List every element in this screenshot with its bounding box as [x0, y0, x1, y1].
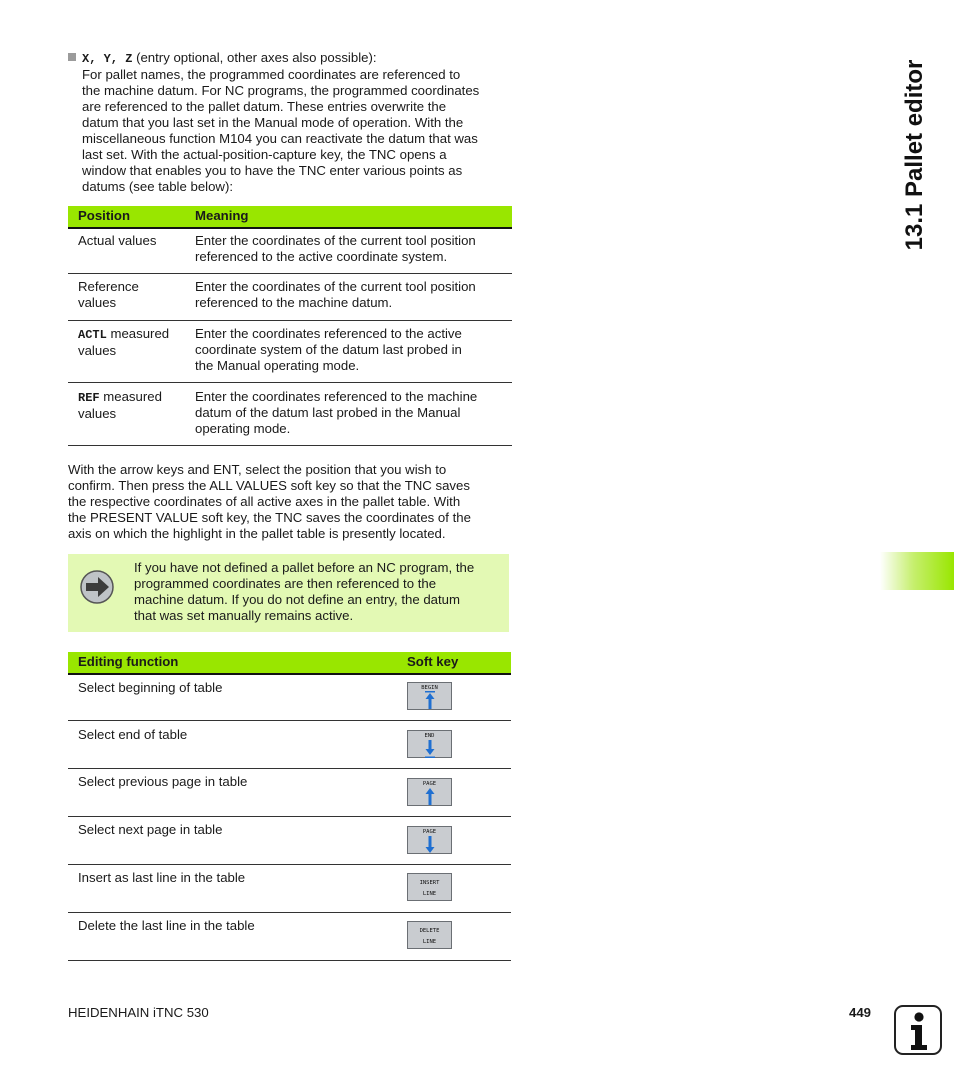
intro-heading-line [82, 50, 522, 67]
arrow-down-icon [425, 739, 435, 758]
function-label: Select next page in table [78, 822, 223, 837]
intro-line: the machine datum. For NC programs, the programmed coordinates [82, 83, 480, 98]
softkey-label: PAGE [422, 829, 437, 835]
softkey-delete-line[interactable] [407, 921, 452, 949]
section-title-vertical [895, 50, 935, 260]
softkey-label: INSERT [419, 880, 440, 886]
bullet-marker [68, 53, 76, 61]
intro-paragraph [82, 50, 522, 195]
note-line: programmed coordinates are then referenced to the [134, 576, 437, 591]
meaning-line: Enter the coordinates of the current tool position [195, 233, 476, 248]
axes-label: X, Y, Z [82, 52, 133, 66]
body-line: confirm. Then press the ALL VALUES soft key so that the TNC saves [68, 478, 470, 493]
position-cell [78, 389, 162, 422]
meaning-cell [195, 389, 477, 437]
meaning-line: datum of the datum last probed in the Manual [195, 405, 461, 420]
table-row [68, 383, 512, 446]
function-label: Select beginning of table [78, 680, 223, 695]
position-text: values [78, 343, 117, 358]
intro-line: are referenced to the pallet datum. These entries overwrite the [82, 99, 447, 114]
softkey-page-up[interactable] [407, 778, 452, 806]
position-table-header [68, 206, 512, 229]
position-suffix: measured [99, 389, 162, 404]
meaning-line: Enter the coordinates referenced to the active [195, 326, 462, 341]
chapter-tab [880, 552, 954, 590]
meaning-line: referenced to the machine datum. [195, 295, 393, 310]
softkey-label-line2: LINE [422, 939, 437, 945]
softkey-label: END [424, 733, 435, 739]
position-text [78, 389, 162, 406]
footer-title: HEIDENHAIN iTNC 530 [68, 1005, 209, 1020]
table-row [68, 274, 512, 321]
note-box [68, 554, 509, 632]
body-line: the PRESENT VALUE soft key, the TNC saves the coordinates of the [68, 510, 471, 525]
info-icon [894, 1005, 942, 1055]
table-row [68, 229, 512, 274]
position-cell [78, 326, 169, 359]
position-code: ACTL [78, 328, 107, 342]
meaning-cell [195, 326, 462, 374]
info-glyph-icon [908, 1011, 930, 1051]
intro-line: last set. With the actual-position-capture key, the TNC opens a [82, 147, 447, 162]
section-title: 13.1 Pallet editor [901, 59, 928, 251]
softkey-end[interactable] [407, 730, 452, 758]
note-line: that was set manually remains active. [134, 608, 354, 623]
axes-note: (entry optional, other axes also possible): [132, 50, 377, 65]
softkey-insert-line[interactable] [407, 873, 452, 901]
meaning-line: coordinate system of the datum last probed in [195, 342, 462, 357]
position-cell [78, 279, 139, 311]
intro-line: datums (see table below): [82, 179, 233, 194]
header-soft-key: Soft key [407, 654, 459, 669]
note-line: machine datum. If you do not define an entry, the datum [134, 592, 460, 607]
arrow-up-icon [425, 691, 435, 710]
function-label: Select previous page in table [78, 774, 248, 789]
body-line: the respective coordinates of all active axes in the pallet table. With [68, 494, 461, 509]
meaning-line: Enter the coordinates of the current tool position [195, 279, 476, 294]
softkey-label: DELETE [419, 928, 440, 934]
header-editing-function: Editing function [78, 654, 179, 669]
softkey-page-down[interactable] [407, 826, 452, 854]
function-label: Delete the last line in the table [78, 918, 255, 933]
arrow-down-icon [425, 836, 435, 853]
intro-line: datum that you last set in the Manual mode of operation. With the [82, 115, 464, 130]
editing-table-header [68, 652, 511, 675]
softkey-label: BEGIN [421, 685, 438, 691]
position-text [78, 326, 169, 343]
position-text: Actual values [78, 233, 157, 248]
table-row [68, 321, 512, 383]
header-position: Position [78, 208, 131, 223]
note-line: If you have not defined a pallet before an NC program, the [134, 560, 475, 575]
softkey-label-line2: LINE [422, 891, 437, 897]
body-line: axis on which the highlight in the pallet table is presently located. [68, 526, 446, 541]
position-suffix: measured [106, 326, 170, 341]
position-text: values [78, 406, 117, 421]
meaning-line: the Manual operating mode. [195, 358, 360, 373]
position-text: values [78, 295, 117, 310]
function-label: Select end of table [78, 727, 188, 742]
arrow-right-icon [78, 569, 116, 605]
softkey-label: PAGE [422, 781, 437, 787]
meaning-line: referenced to the active coordinate system. [195, 249, 448, 264]
position-cell [78, 233, 156, 249]
position-code: REF [78, 391, 100, 405]
note-text [134, 560, 474, 624]
meaning-line: Enter the coordinates referenced to the machine [195, 389, 478, 404]
meaning-cell [195, 233, 476, 265]
arrow-up-icon [425, 788, 435, 805]
intro-line: window that enables you to have the TNC enter various points as [82, 163, 463, 178]
intro-line: For pallet names, the programmed coordinates are referenced to [82, 67, 461, 82]
meaning-line: operating mode. [195, 421, 291, 436]
intro-line: miscellaneous function M104 you can reactivate the datum that was [82, 131, 478, 146]
body-line: With the arrow keys and ENT, select the position that you wish to [68, 462, 447, 477]
softkey-begin[interactable] [407, 682, 452, 710]
meaning-cell [195, 279, 476, 311]
header-meaning: Meaning [195, 208, 249, 223]
page-number: 449 [849, 1005, 872, 1020]
function-label: Insert as last line in the table [78, 870, 246, 885]
position-text: Reference [78, 279, 139, 294]
body-paragraph [68, 462, 518, 542]
